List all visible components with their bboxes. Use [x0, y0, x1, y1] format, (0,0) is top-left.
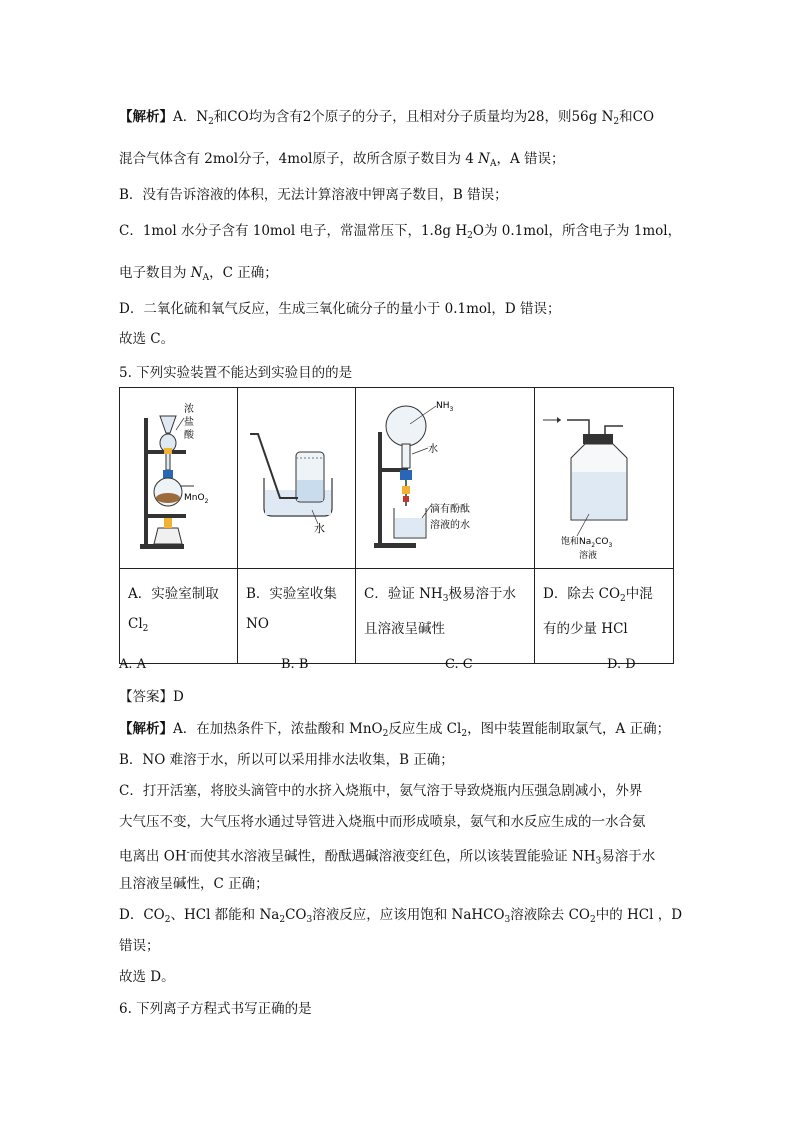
option-a-caption: A．实验室制取 $Cl_2$ — [120, 569, 238, 664]
figure-b-cell — [238, 388, 356, 569]
ammonia-fountain-figure — [356, 388, 533, 564]
option-d-caption: D．除去 $CO_2$中混 有的少量 HCl — [535, 569, 674, 664]
no-collection-figure — [238, 388, 354, 564]
figure-d-solution-label-2: 溶液 — [579, 551, 598, 561]
analysis-line-6: D．二氧化硫和氧气反应，生成三氧化硫分子的量小于 0.1mol，D 错误； — [119, 301, 561, 317]
figure-c-water-label: 水 — [428, 444, 438, 455]
explain-line-1: 【解析】A．在加热条件下，浓盐酸和 MnO$_2$反应生成 $Cl_2$，图中装置能制取氯气，A 正确； — [119, 721, 671, 739]
option-b-caption: B．实验室收集 NO — [238, 569, 356, 664]
figure-d-solution-label-1: 饱和$Na_2CO_3$ — [561, 537, 613, 549]
question-5-title: 5. 下列实验装置不能达到实验目的的是 — [119, 365, 353, 381]
explain-line-4: 大气压不变，大气压将水通过导管进入烧瓶中而形成喷泉，氨气和水反应生成的一水合氨 — [119, 814, 646, 830]
choice-c: C. C — [445, 657, 473, 672]
answer-line: 【答案】D — [119, 689, 184, 705]
choice-a: A. A — [119, 657, 147, 672]
figure-a-acid-label-3: 酸 — [184, 430, 194, 441]
explain-line-8: 错误； — [119, 938, 160, 954]
figure-c-nh3-label: $NH_3$ — [436, 401, 454, 413]
analysis-line-4: C．1mol 水分子含有 10mol 电子，常温常压下，1.8g $H_2O$为 0.1mol，所含电子为 1mol， — [119, 223, 682, 241]
option-c-caption: C．验证 $NH_3$极易溶于水 且溶液呈碱性 — [356, 569, 535, 664]
explain-line-7: D．$CO_2$、HCl 都能和 $Na_2CO_3$溶液反应，应该用饱和 NaHCO$_3$溶液除去 $CO_2$中的 HCl ，D — [119, 907, 683, 925]
options-table — [119, 387, 674, 664]
figure-c-cell — [356, 388, 535, 569]
figure-c-beaker-label-1: 滴有酚酞 — [430, 504, 470, 515]
choice-b: B. B — [281, 657, 309, 672]
figure-a-acid-label-2: 盐 — [184, 417, 194, 428]
figure-a-acid-label-1: 浓 — [184, 404, 194, 415]
chlorine-apparatus-figure — [120, 388, 236, 564]
choice-d: D. D — [607, 657, 636, 672]
figure-a-cell — [120, 388, 238, 569]
gas-washing-bottle-figure — [535, 388, 672, 564]
explain-line-9: 故选 D。 — [119, 969, 175, 985]
figure-d-cell — [535, 388, 674, 569]
figure-c-beaker-label-2: 溶液的水 — [430, 520, 470, 531]
explain-line-3: C．打开活塞，将胶头滴管中的水挤入烧瓶中，氨气溶于导致烧瓶内压强急剧减小，外界 — [119, 783, 643, 799]
analysis-line-7: 故选 C。 — [119, 331, 175, 347]
explain-line-6: 且溶液呈碱性，C 正确； — [119, 876, 269, 892]
analysis-line-5: 电子数目为 $N_A$，C 正确； — [119, 265, 278, 283]
analysis-line-2: 混合气体含有 2mol分子，4mol原子，故所含原子数目为 4 $N_A$，A 错误； — [119, 151, 565, 169]
analysis-line-3: B．没有告诉溶液的体积，无法计算溶液中钾离子数目，B 错误； — [119, 187, 508, 203]
analysis-line-1: 【解析】A．$N_2$和CO均为含有2个原子的分子，且相对分子质量均为28，则56g $N_2$和CO — [119, 109, 655, 127]
figure-b-water-label: 水 — [314, 522, 325, 535]
question-6-title: 6. 下列离子方程式书写正确的是 — [119, 1001, 312, 1017]
explain-line-2: B．NO 难溶于水，所以可以采用排水法收集，B 正确； — [119, 752, 454, 768]
explain-line-5: 电离出 OH-而使其水溶液呈碱性，酚酞遇碱溶液变红色，所以该装置能验证 $NH_3$易溶于水 — [119, 848, 656, 867]
figure-a-mno2-label: MnO$_2$ — [184, 493, 209, 505]
